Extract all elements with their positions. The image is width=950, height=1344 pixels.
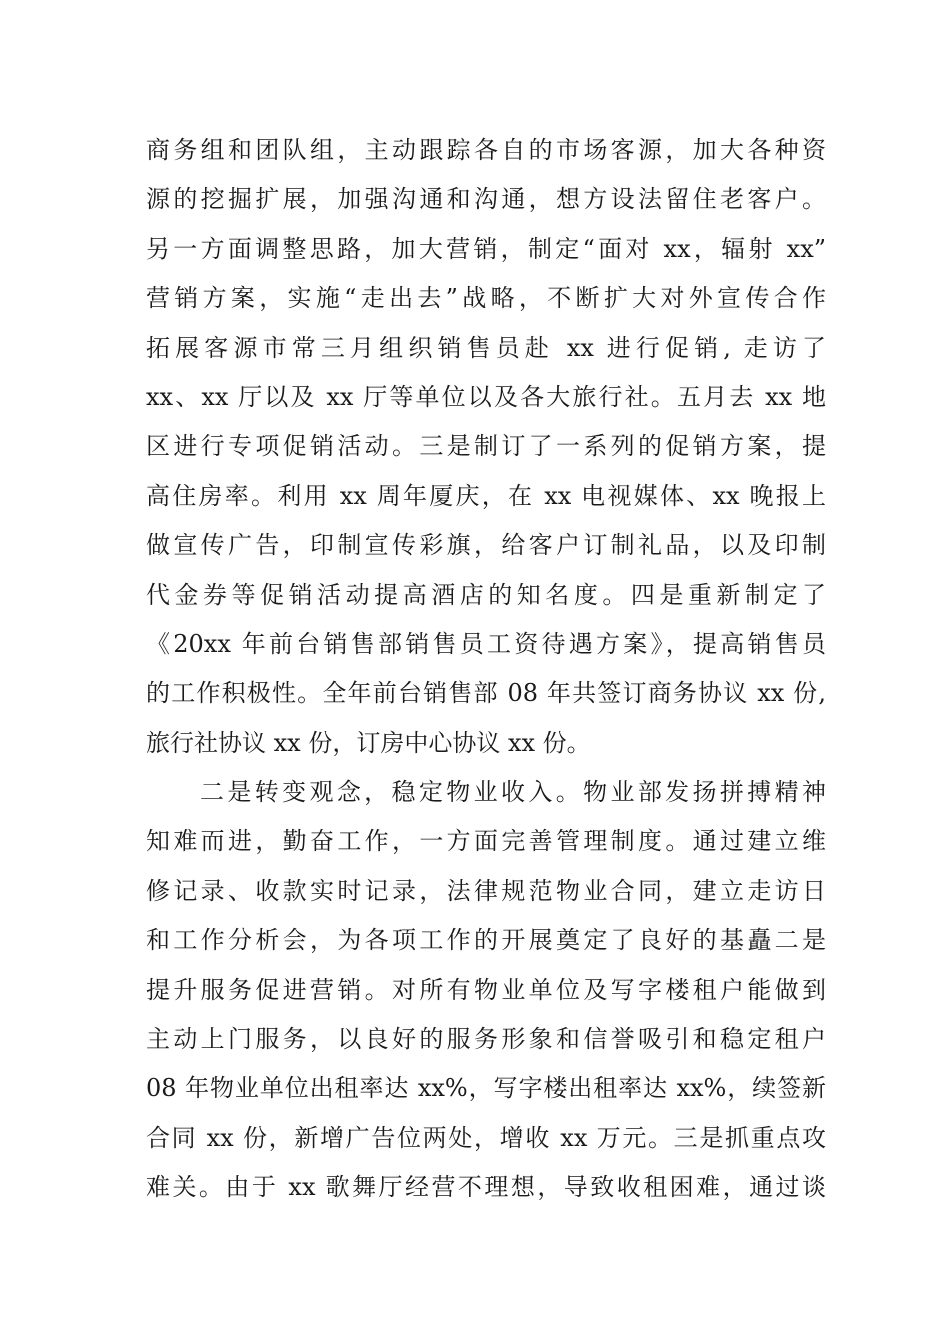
paragraph-line: 知难而进，勤奋工作，一方面完善管理制度。通过建立维	[146, 827, 826, 856]
paragraph-line: xx、xx 厅以及 xx 厅等单位以及各大旅行社。五月去 xx 地	[146, 382, 826, 411]
document-body	[146, 126, 826, 1213]
paragraph-line: 代金券等促销活动提高酒店的知名度。四是重新制定了	[146, 580, 826, 609]
paragraph-line: 合同 xx 份，新增广告位两处，增收 xx 万元。三是抓重点攻	[146, 1123, 826, 1152]
paragraph-line: 营销方案，实施“走出去”战略，不断扩大对外宣传合作	[146, 284, 826, 313]
paragraph-line: 另一方面调整思路，加大营销，制定“面对 xx，辐射 xx”	[146, 234, 826, 263]
paragraph-line: 难关。由于 xx 歌舞厅经营不理想，导致收租困难，通过谈	[146, 1173, 826, 1202]
paragraph-line: 旅行社协议 xx 份，订房中心协议 xx 份。	[146, 728, 591, 757]
paragraph-line: 二是转变观念，稳定物业收入。物业部发扬拼搏精神	[200, 778, 826, 807]
paragraph-line: 08 年物业单位出租率达 xx%，写字楼出租率达 xx%，续签新	[146, 1074, 826, 1103]
paragraph-2	[146, 768, 826, 1213]
paragraph-line: 源的挖掘扩展，加强沟通和沟通，想方设法留住老客户。	[146, 185, 826, 214]
paragraph-line: 高住房率。利用 xx 周年厦庆，在 xx 电视媒体、xx 晚报上	[146, 481, 826, 510]
paragraph-line: 区进行专项促销活动。三是制订了一系列的促销方案，提	[146, 432, 826, 461]
paragraph-line: 和工作分析会，为各项工作的开展奠定了良好的基矗二是	[146, 926, 826, 955]
paragraph-1	[146, 126, 826, 768]
paragraph-line: 修记录、收款实时记录，法律规范物业合同，建立走访日	[146, 876, 826, 905]
paragraph-line: 的工作积极性。全年前台销售部 08 年共签订商务协议 xx 份,	[146, 679, 826, 708]
paragraph-line: 做宣传广告，印制宣传彩旗，给客户订制礼品，以及印制	[146, 531, 826, 560]
paragraph-line: 商务组和团队组，主动跟踪各自的市场客源，加大各种资	[146, 136, 826, 164]
paragraph-line: 提升服务促进营销。对所有物业单位及写字楼租户能做到	[146, 975, 826, 1004]
paragraph-line: 主动上门服务，以良好的服务形象和信誉吸引和稳定租户	[146, 1025, 826, 1054]
paragraph-line: 拓展客源市常三月组织销售员赴 xx 进行促销, 走访了	[146, 333, 826, 362]
paragraph-line: 《20xx 年前台销售部销售员工资待遇方案》，提高销售员	[146, 629, 826, 658]
